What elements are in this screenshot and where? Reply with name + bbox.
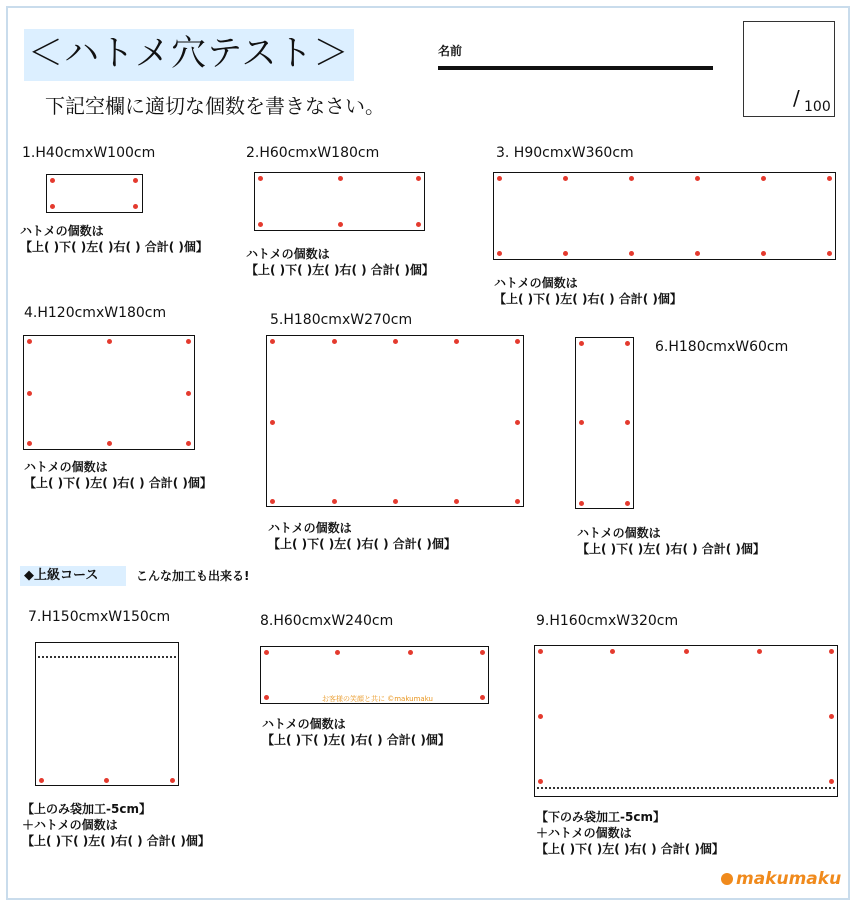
grommet-dot <box>186 441 191 446</box>
credit-watermark: お客様の笑顔と共に ©makumaku <box>322 695 433 703</box>
grommet-dot <box>761 251 766 256</box>
problem-6-answer-intro: ハトメの個数は <box>577 526 661 540</box>
grommet-dot <box>757 649 762 654</box>
problem-9-label: 9.H160cmxW320cm <box>536 613 679 629</box>
grommet-dot <box>335 650 340 655</box>
grommet-dot <box>50 204 55 209</box>
name-label: 名前 <box>438 44 463 58</box>
problem-2-label: 2.H60cmxW180cm <box>246 145 380 161</box>
problem-9-answer-intro: ＋ハトメの個数は <box>536 826 632 840</box>
problem-5-label: 5.H180cmxW270cm <box>270 312 413 328</box>
grommet-dot <box>538 779 543 784</box>
grommet-dot <box>133 178 138 183</box>
problem-4-tarp <box>23 335 195 450</box>
grommet-dot <box>107 441 112 446</box>
problem-1-label: 1.H40cmxW100cm <box>22 145 156 161</box>
problem-3-tarp <box>493 172 836 260</box>
advanced-course-title: ◆上級コース <box>24 568 99 583</box>
grommet-dot <box>579 420 584 425</box>
grommet-dot <box>39 778 44 783</box>
problem-9-tarp <box>534 645 838 797</box>
grommet-dot <box>625 420 630 425</box>
grommet-dot <box>264 650 269 655</box>
grommet-dot <box>610 649 615 654</box>
problem-3-answer-blanks[interactable]: 【上( )下( )左( )右( ) 合計( )個】 <box>494 292 682 306</box>
grommet-dot <box>338 222 343 227</box>
grommet-dot <box>538 714 543 719</box>
grommet-dot <box>186 391 191 396</box>
grommet-dot <box>332 339 337 344</box>
grommet-dot <box>104 778 109 783</box>
problem-6-tarp <box>575 337 634 509</box>
grommet-dot <box>50 178 55 183</box>
problem-9-condition: 【下のみ袋加工-5cm】 <box>536 810 665 824</box>
problem-4-label: 4.H120cmxW180cm <box>24 305 167 321</box>
problem-7-answer-intro: ＋ハトメの個数は <box>22 818 118 832</box>
grommet-dot <box>563 251 568 256</box>
problem-6-answer-blanks[interactable]: 【上( )下( )左( )右( ) 合計( )個】 <box>577 542 765 556</box>
problem-1-answer-blanks[interactable]: 【上( )下( )左( )右( ) 合計( )個】 <box>20 240 208 254</box>
grommet-dot <box>480 695 485 700</box>
instruction-text: 下記空欄に適切な個数を書きなさい。 <box>45 94 385 118</box>
grommet-dot <box>416 176 421 181</box>
pocket-seam-line <box>537 787 835 789</box>
grommet-dot <box>270 420 275 425</box>
problem-2-answer-blanks[interactable]: 【上( )下( )左( )右( ) 合計( )個】 <box>246 263 434 277</box>
problem-8-label: 8.H60cmxW240cm <box>260 613 394 629</box>
grommet-dot <box>416 222 421 227</box>
problem-6-label: 6.H180cmxW60cm <box>655 339 789 355</box>
score-slash: / <box>793 86 800 110</box>
grommet-dot <box>497 251 502 256</box>
grommet-dot <box>393 339 398 344</box>
grommet-dot <box>515 339 520 344</box>
brand-logo: makumaku <box>736 869 842 889</box>
grommet-dot <box>497 176 502 181</box>
grommet-dot <box>629 251 634 256</box>
grommet-dot <box>563 176 568 181</box>
grommet-dot <box>133 204 138 209</box>
grommet-dot <box>625 341 630 346</box>
grommet-dot <box>480 650 485 655</box>
grommet-dot <box>454 499 459 504</box>
problem-7-label: 7.H150cmxW150cm <box>28 609 171 625</box>
grommet-dot <box>629 176 634 181</box>
grommet-dot <box>515 499 520 504</box>
grommet-dot <box>170 778 175 783</box>
problem-2-answer-intro: ハトメの個数は <box>246 247 330 261</box>
grommet-dot <box>408 650 413 655</box>
grommet-dot <box>515 420 520 425</box>
problem-7-tarp <box>35 642 179 786</box>
grommet-dot <box>827 176 832 181</box>
problem-1-tarp <box>46 174 143 213</box>
page-title: ＜ハトメ穴テスト＞ <box>28 34 350 74</box>
grommet-dot <box>258 222 263 227</box>
grommet-dot <box>684 649 689 654</box>
problem-8-answer-blanks[interactable]: 【上( )下( )左( )右( ) 合計( )個】 <box>262 733 450 747</box>
problem-5-tarp <box>266 335 524 507</box>
grommet-dot <box>338 176 343 181</box>
grommet-dot <box>393 499 398 504</box>
score-max: 100 <box>804 99 831 115</box>
grommet-dot <box>258 176 263 181</box>
grommet-dot <box>107 339 112 344</box>
problem-3-answer-intro: ハトメの個数は <box>494 276 578 290</box>
problem-3-label: 3. H90cmxW360cm <box>496 145 634 161</box>
grommet-dot <box>186 339 191 344</box>
grommet-dot <box>579 341 584 346</box>
grommet-dot <box>829 714 834 719</box>
problem-7-condition: 【上のみ袋加工-5cm】 <box>22 802 151 816</box>
grommet-dot <box>270 499 275 504</box>
grommet-dot <box>332 499 337 504</box>
grommet-dot <box>538 649 543 654</box>
grommet-dot <box>27 391 32 396</box>
grommet-dot <box>27 339 32 344</box>
problem-9-answer-blanks[interactable]: 【上( )下( )左( )右( ) 合計( )個】 <box>536 842 724 856</box>
problem-5-answer-intro: ハトメの個数は <box>268 521 352 535</box>
grommet-dot <box>829 649 834 654</box>
grommet-dot <box>270 339 275 344</box>
grommet-dot <box>695 251 700 256</box>
grommet-dot <box>454 339 459 344</box>
problem-7-answer-blanks[interactable]: 【上( )下( )左( )右( ) 合計( )個】 <box>22 834 210 848</box>
pocket-seam-line <box>38 656 176 658</box>
problem-4-answer-intro: ハトメの個数は <box>24 460 108 474</box>
advanced-course-note: こんな加工も出来る! <box>136 569 250 583</box>
problem-1-answer-intro: ハトメの個数は <box>20 224 104 238</box>
grommet-dot <box>761 176 766 181</box>
grommet-dot <box>695 176 700 181</box>
grommet-dot <box>579 501 584 506</box>
problem-4-answer-blanks[interactable]: 【上( )下( )左( )右( ) 合計( )個】 <box>24 476 212 490</box>
problem-2-tarp <box>254 172 425 231</box>
grommet-dot <box>827 251 832 256</box>
name-field-line[interactable] <box>438 66 713 70</box>
grommet-dot <box>264 695 269 700</box>
grommet-dot <box>625 501 630 506</box>
problem-5-answer-blanks[interactable]: 【上( )下( )左( )右( ) 合計( )個】 <box>268 537 456 551</box>
grommet-dot <box>829 779 834 784</box>
problem-8-answer-intro: ハトメの個数は <box>262 717 346 731</box>
grommet-dot <box>27 441 32 446</box>
